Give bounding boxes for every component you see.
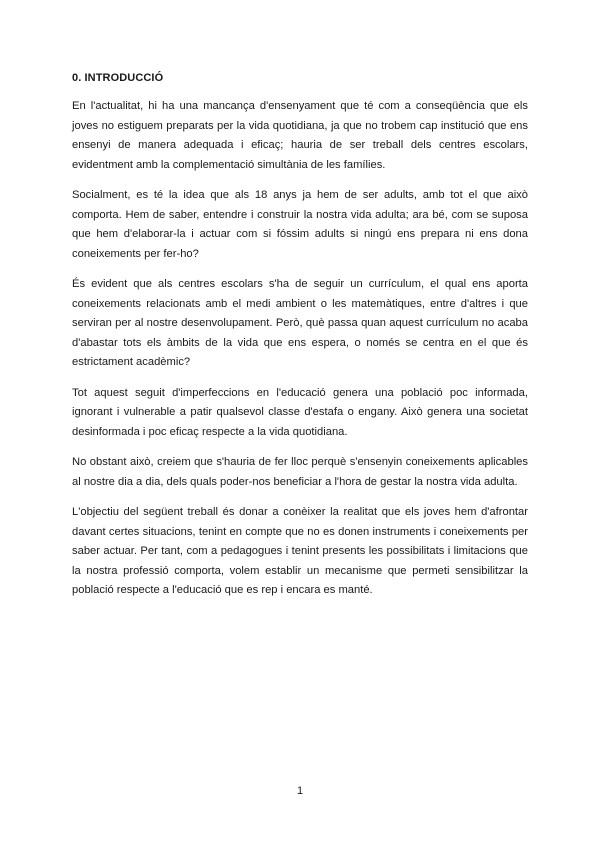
- paragraph: En l'actualitat, hi ha una mancança d'ensenyament que té com a conseqüència que els joves no estiguem preparats per la vida quotidiana, ja que no trobem cap institució que ens ensenyi de manera adequada i eficaç; hauria de ser treball dels centres escolars, evidentment amb la complementació simultània de les famílies.: [72, 100, 528, 171]
- paragraph: L'objectiu del següent treball és donar a conèixer la realitat que els joves hem d'afrontar davant certes situacions, tenint en compte que no es donen instruments i coneixements per saber actuar. Per tant, com a pedagogues i tenint presents les possibilitats i limitacions que la nostra professió comporta, volem establir un mecanisme que permeti sensibilitzar la població respecte a l'educació que es rep i encara es manté.: [72, 506, 528, 596]
- page-number: 1: [296, 785, 304, 797]
- paragraph: És evident que als centres escolars s'ha de seguir un currículum, el qual ens aporta coneixements relacionats amb el medi ambient o les matemàtiques, entre d'altres i que serviran per al nostre desenvolupament. Però, què passa quan aquest currículum no acaba d'abastar tots els àmbits de la vida que ens espera, o només se centra en el que és estrictament acadèmic?: [72, 278, 528, 368]
- paragraph: Tot aquest seguit d'imperfeccions en l'educació genera una població poc informada, ignorant i vulnerable a patir qualsevol classe d'estafa o engany. Això genera una societat desinformada i poc eficaç respecte a la vida quotidiana.: [72, 386, 528, 438]
- paragraph: No obstant això, creiem que s'hauria de fer lloc perquè s'ensenyin coneixements aplicables al nostre dia a dia, dels quals poder-nos beneficiar a l'hora de gestar la nostra vida adulta.: [72, 456, 528, 488]
- section-heading: 0. INTRODUCCIÓ: [72, 72, 164, 84]
- page-content: [72, 70, 528, 612]
- paragraph: Socialment, es té la idea que als 18 anys ja hem de ser adults, amb tot el que això comporta. Hem de saber, entendre i construir la nostra vida adulta; ara bé, com se suposa que hem d'elaborar-la i actuar com si fóssim adults si ningú ens prepara ni ens dona coneixements per fer-ho?: [72, 189, 528, 260]
